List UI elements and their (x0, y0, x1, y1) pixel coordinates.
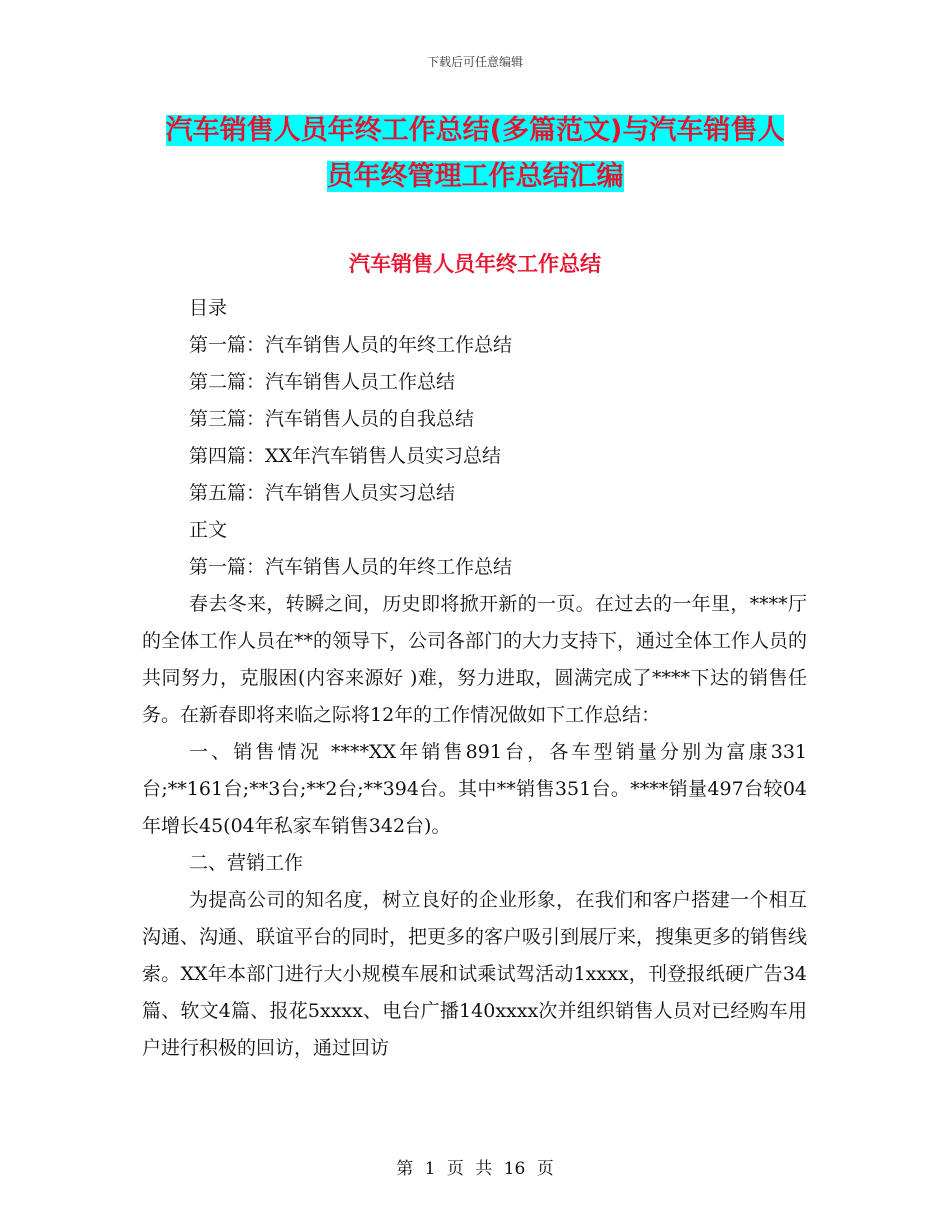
toc-item: 第四篇：XX年汽车销售人员实习总结 (189, 445, 502, 467)
section-heading: 二、营销工作 (189, 852, 304, 874)
body-label: 正文 (189, 519, 228, 541)
title-line-2: 员年终管理工作总结汇编 (326, 161, 624, 192)
paragraph: 春去冬来，转瞬之间，历史即将掀开新的一页。在过去的一年里，****厅的全体工作人员在**的领导下，公司各部门的大力支持下，通过全体工作人员的共同努力，克服困(内容来源好 )难，努力进取，圆满完成了****下达的销售任务。在新春即将来临之际将12年的工作情况做如下工作总结： (142, 593, 808, 726)
document-body (142, 290, 807, 1067)
title-line-1: 汽车销售人员年终工作总结(多篇范文)与汽车销售人 (165, 115, 785, 146)
toc-item: 第二篇：汽车销售人员工作总结 (189, 371, 456, 393)
paragraph: 为提高公司的知名度，树立良好的企业形象，在我们和客户搭建一个相互沟通、沟通、联谊平台的同时，把更多的客户吸引到展厅来，搜集更多的销售线索。XX年本部门进行大小规模车展和试乘试驾活动1xxxx，刊登报纸硬广告34篇、软文4篇、报花5xxxx、电台广播140xxxx次并组织销售人员对已经购车用户进行积极的回访，通过回访 (142, 889, 808, 1059)
toc-item: 第一篇：汽车销售人员的年终工作总结 (189, 334, 513, 356)
document-title (140, 108, 810, 200)
toc-item: 第三篇：汽车销售人员的自我总结 (189, 408, 475, 430)
section-title: 汽车销售人员年终工作总结 (349, 252, 601, 276)
chapter-title: 第一篇：汽车销售人员的年终工作总结 (189, 556, 513, 578)
page-footer: 第 1 页 共 16 页 (396, 1159, 554, 1179)
header-note: 下载后可任意编辑 (426, 55, 523, 69)
toc-item: 第五篇：汽车销售人员实习总结 (189, 482, 456, 504)
paragraph: 一、销售情况 ****XX年销售891台，各车型销量分别为富康331台;**161台;**3台;**2台;**394台。其中**销售351台。****销量497台较04年增长45(04年私家车销售342台)。 (142, 741, 807, 837)
toc-heading: 目录 (189, 297, 228, 319)
